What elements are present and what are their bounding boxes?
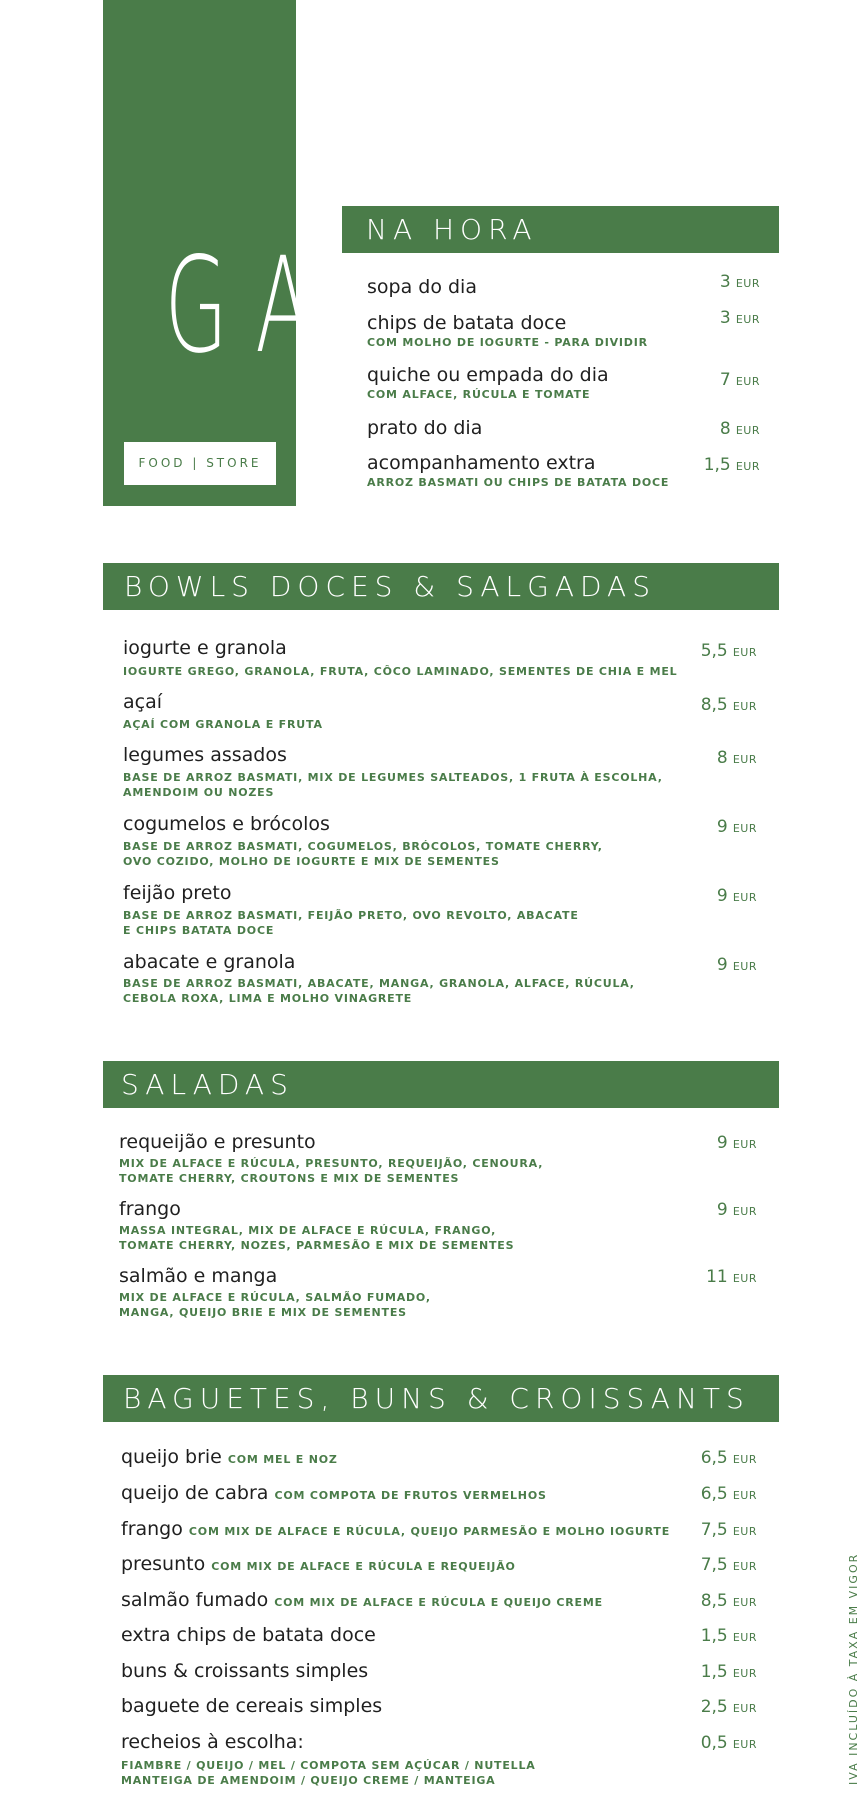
item-price: 9 EUR — [716, 1133, 757, 1153]
item-description: IOGURTE GREGO, GRANOLA, FRUTA, CÔCO LAMINADO, SEMENTES DE CHIA E MEL — [123, 665, 678, 678]
section-title: NA HORA — [366, 213, 538, 246]
item-description: BASE DE ARROZ BASMATI, ABACATE, MANGA, GRANOLA, ALFACE, RÚCULA, — [123, 977, 635, 990]
item-description: OVO COZIDO, MOLHO DE IOGURTE E MIX DE SEMENTES — [123, 855, 500, 868]
item-name: requeijão e presunto — [119, 1131, 316, 1153]
item-name: chips de batata doce — [367, 312, 567, 334]
item-price: 3 EUR — [719, 272, 760, 292]
item-description: BASE DE ARROZ BASMATI, COGUMELOS, BRÓCOLOS, TOMATE CHERRY, — [123, 840, 603, 853]
item-price: 8 EUR — [719, 419, 760, 439]
item-name: queijo de cabra COM COMPOTA DE FRUTOS VERMELHOS — [121, 1482, 547, 1504]
item-name: açaí — [123, 691, 163, 713]
menu-item — [121, 1695, 757, 1721]
item-description: AMENDOIM OU NOZES — [123, 786, 275, 799]
item-name: queijo brie COM MEL E NOZ — [121, 1446, 338, 1468]
item-price: 11 EUR — [706, 1267, 757, 1287]
logo-letters: GA — [164, 229, 339, 383]
item-description: MANGA, QUEIJO BRIE E MIX DE SEMENTES — [119, 1306, 407, 1319]
item-description: COM MIX DE ALFACE E RÚCULA E QUEIJO CREME — [274, 1596, 603, 1609]
menu-item — [121, 1518, 757, 1544]
item-price: 1,5 EUR — [700, 1662, 757, 1682]
item-price: 9 EUR — [716, 886, 757, 906]
item-description: COM COMPOTA DE FRUTOS VERMELHOS — [274, 1489, 547, 1502]
item-price: 9 EUR — [716, 817, 757, 837]
item-price: 3 EUR — [719, 308, 760, 328]
item-description: MIX DE ALFACE E RÚCULA, SALMÃO FUMADO, — [119, 1291, 431, 1304]
menu-item — [121, 1589, 757, 1615]
section-title: BOWLS DOCES & SALGADAS — [124, 570, 656, 603]
logo-block — [103, 0, 339, 506]
item-description: MIX DE ALFACE E RÚCULA, PRESUNTO, REQUEIJÃO, CENOURA, — [119, 1157, 544, 1170]
item-price: 2,5 EUR — [700, 1697, 757, 1717]
item-name: frango COM MIX DE ALFACE E RÚCULA, QUEIJO PARMESÃO E MOLHO IOGURTE — [121, 1518, 671, 1540]
item-description: COM MIX DE ALFACE E RÚCULA, QUEIJO PARMESÃO E MOLHO IOGURTE — [188, 1525, 671, 1538]
item-description: TOMATE CHERRY, CROUTONS E MIX DE SEMENTES — [119, 1172, 460, 1185]
item-price: 5,5 EUR — [700, 641, 757, 661]
section-header-bowls — [103, 563, 779, 610]
menu-item — [121, 1660, 757, 1686]
item-price: 9 EUR — [716, 1200, 757, 1220]
menu-item — [121, 1624, 757, 1650]
item-name: quiche ou empada do dia — [367, 364, 609, 386]
item-name: buns & croissants simples — [121, 1660, 369, 1682]
item-description: CEBOLA ROXA, LIMA E MOLHO VINAGRETE — [123, 992, 413, 1005]
section-header-saladas — [103, 1061, 779, 1108]
logo-subtitle: FOOD | STORE — [124, 442, 276, 485]
item-description: TOMATE CHERRY, NOZES, PARMESÃO E MIX DE SEMENTES — [119, 1239, 515, 1252]
item-description: COM MIX DE ALFACE E RÚCULA E REQUEIJÃO — [211, 1560, 516, 1573]
item-price: 9 EUR — [716, 955, 757, 975]
section-header-na-hora — [342, 206, 779, 253]
item-description: E CHIPS BATATA DOCE — [123, 924, 275, 937]
item-name: feijão preto — [123, 882, 232, 904]
item-name: prato do dia — [367, 417, 483, 439]
menu-item — [121, 1446, 757, 1472]
item-description: BASE DE ARROZ BASMATI, MIX DE LEGUMES SALTEADOS, 1 FRUTA À ESCOLHA, — [123, 771, 663, 784]
item-name: salmão e manga — [119, 1265, 278, 1287]
item-price: 7 EUR — [719, 370, 760, 390]
item-price: 8,5 EUR — [700, 695, 757, 715]
item-name: salmão fumado COM MIX DE ALFACE E RÚCULA E QUEIJO CREME — [121, 1589, 603, 1611]
menu-item — [121, 1482, 757, 1508]
fillings-list: MANTEIGA DE AMENDOIM / QUEIJO CREME / MANTEIGA — [121, 1774, 496, 1787]
item-description: COM ALFACE, RÚCULA E TOMATE — [367, 388, 591, 401]
item-name: frango — [119, 1198, 181, 1220]
item-price: 1,5 EUR — [703, 455, 760, 475]
item-price: 7,5 EUR — [700, 1520, 757, 1540]
item-price: 1,5 EUR — [700, 1626, 757, 1646]
item-description: COM MOLHO DE IOGURTE - PARA DIVIDIR — [367, 336, 648, 349]
item-price: 8 EUR — [716, 748, 757, 768]
item-price: 6,5 EUR — [700, 1448, 757, 1468]
section-title: SALADAS — [121, 1068, 294, 1101]
item-description: BASE DE ARROZ BASMATI, FEIJÃO PRETO, OVO REVOLTO, ABACATE — [123, 909, 579, 922]
fillings-list: FIAMBRE / QUEIJO / MEL / COMPOTA SEM AÇÚCAR / NUTELLA — [121, 1759, 536, 1772]
item-name: presunto COM MIX DE ALFACE E RÚCULA E REQUEIJÃO — [121, 1553, 516, 1575]
item-price: 7,5 EUR — [700, 1555, 757, 1575]
item-price: 6,5 EUR — [700, 1484, 757, 1504]
menu-item — [121, 1731, 757, 1791]
vat-note: IVA INCLUÍDO À TAXA EM VIGOR — [847, 1552, 860, 1785]
item-description: MASSA INTEGRAL, MIX DE ALFACE E RÚCULA, FRANGO, — [119, 1224, 497, 1237]
item-name: abacate e granola — [123, 951, 296, 973]
item-name: sopa do dia — [367, 276, 477, 298]
item-name: legumes assados — [123, 744, 287, 766]
section-header-baguetes — [103, 1375, 779, 1422]
item-description: AÇAÍ COM GRANOLA E FRUTA — [123, 718, 323, 731]
item-name: recheios à escolha: — [121, 1731, 304, 1753]
item-name: extra chips de batata doce — [121, 1624, 376, 1646]
item-description: COM MEL E NOZ — [227, 1453, 338, 1466]
item-price: 8,5 EUR — [700, 1591, 757, 1611]
item-name: cogumelos e brócolos — [123, 813, 330, 835]
item-description: ARROZ BASMATI OU CHIPS DE BATATA DOCE — [367, 476, 670, 489]
item-name: acompanhamento extra — [367, 452, 596, 474]
menu-item — [121, 1553, 757, 1579]
section-title: BAGUETES, BUNS & CROISSANTS — [123, 1382, 750, 1415]
item-name: iogurte e granola — [123, 637, 287, 659]
item-price: 0,5 EUR — [700, 1733, 757, 1753]
item-name: baguete de cereais simples — [121, 1695, 383, 1717]
